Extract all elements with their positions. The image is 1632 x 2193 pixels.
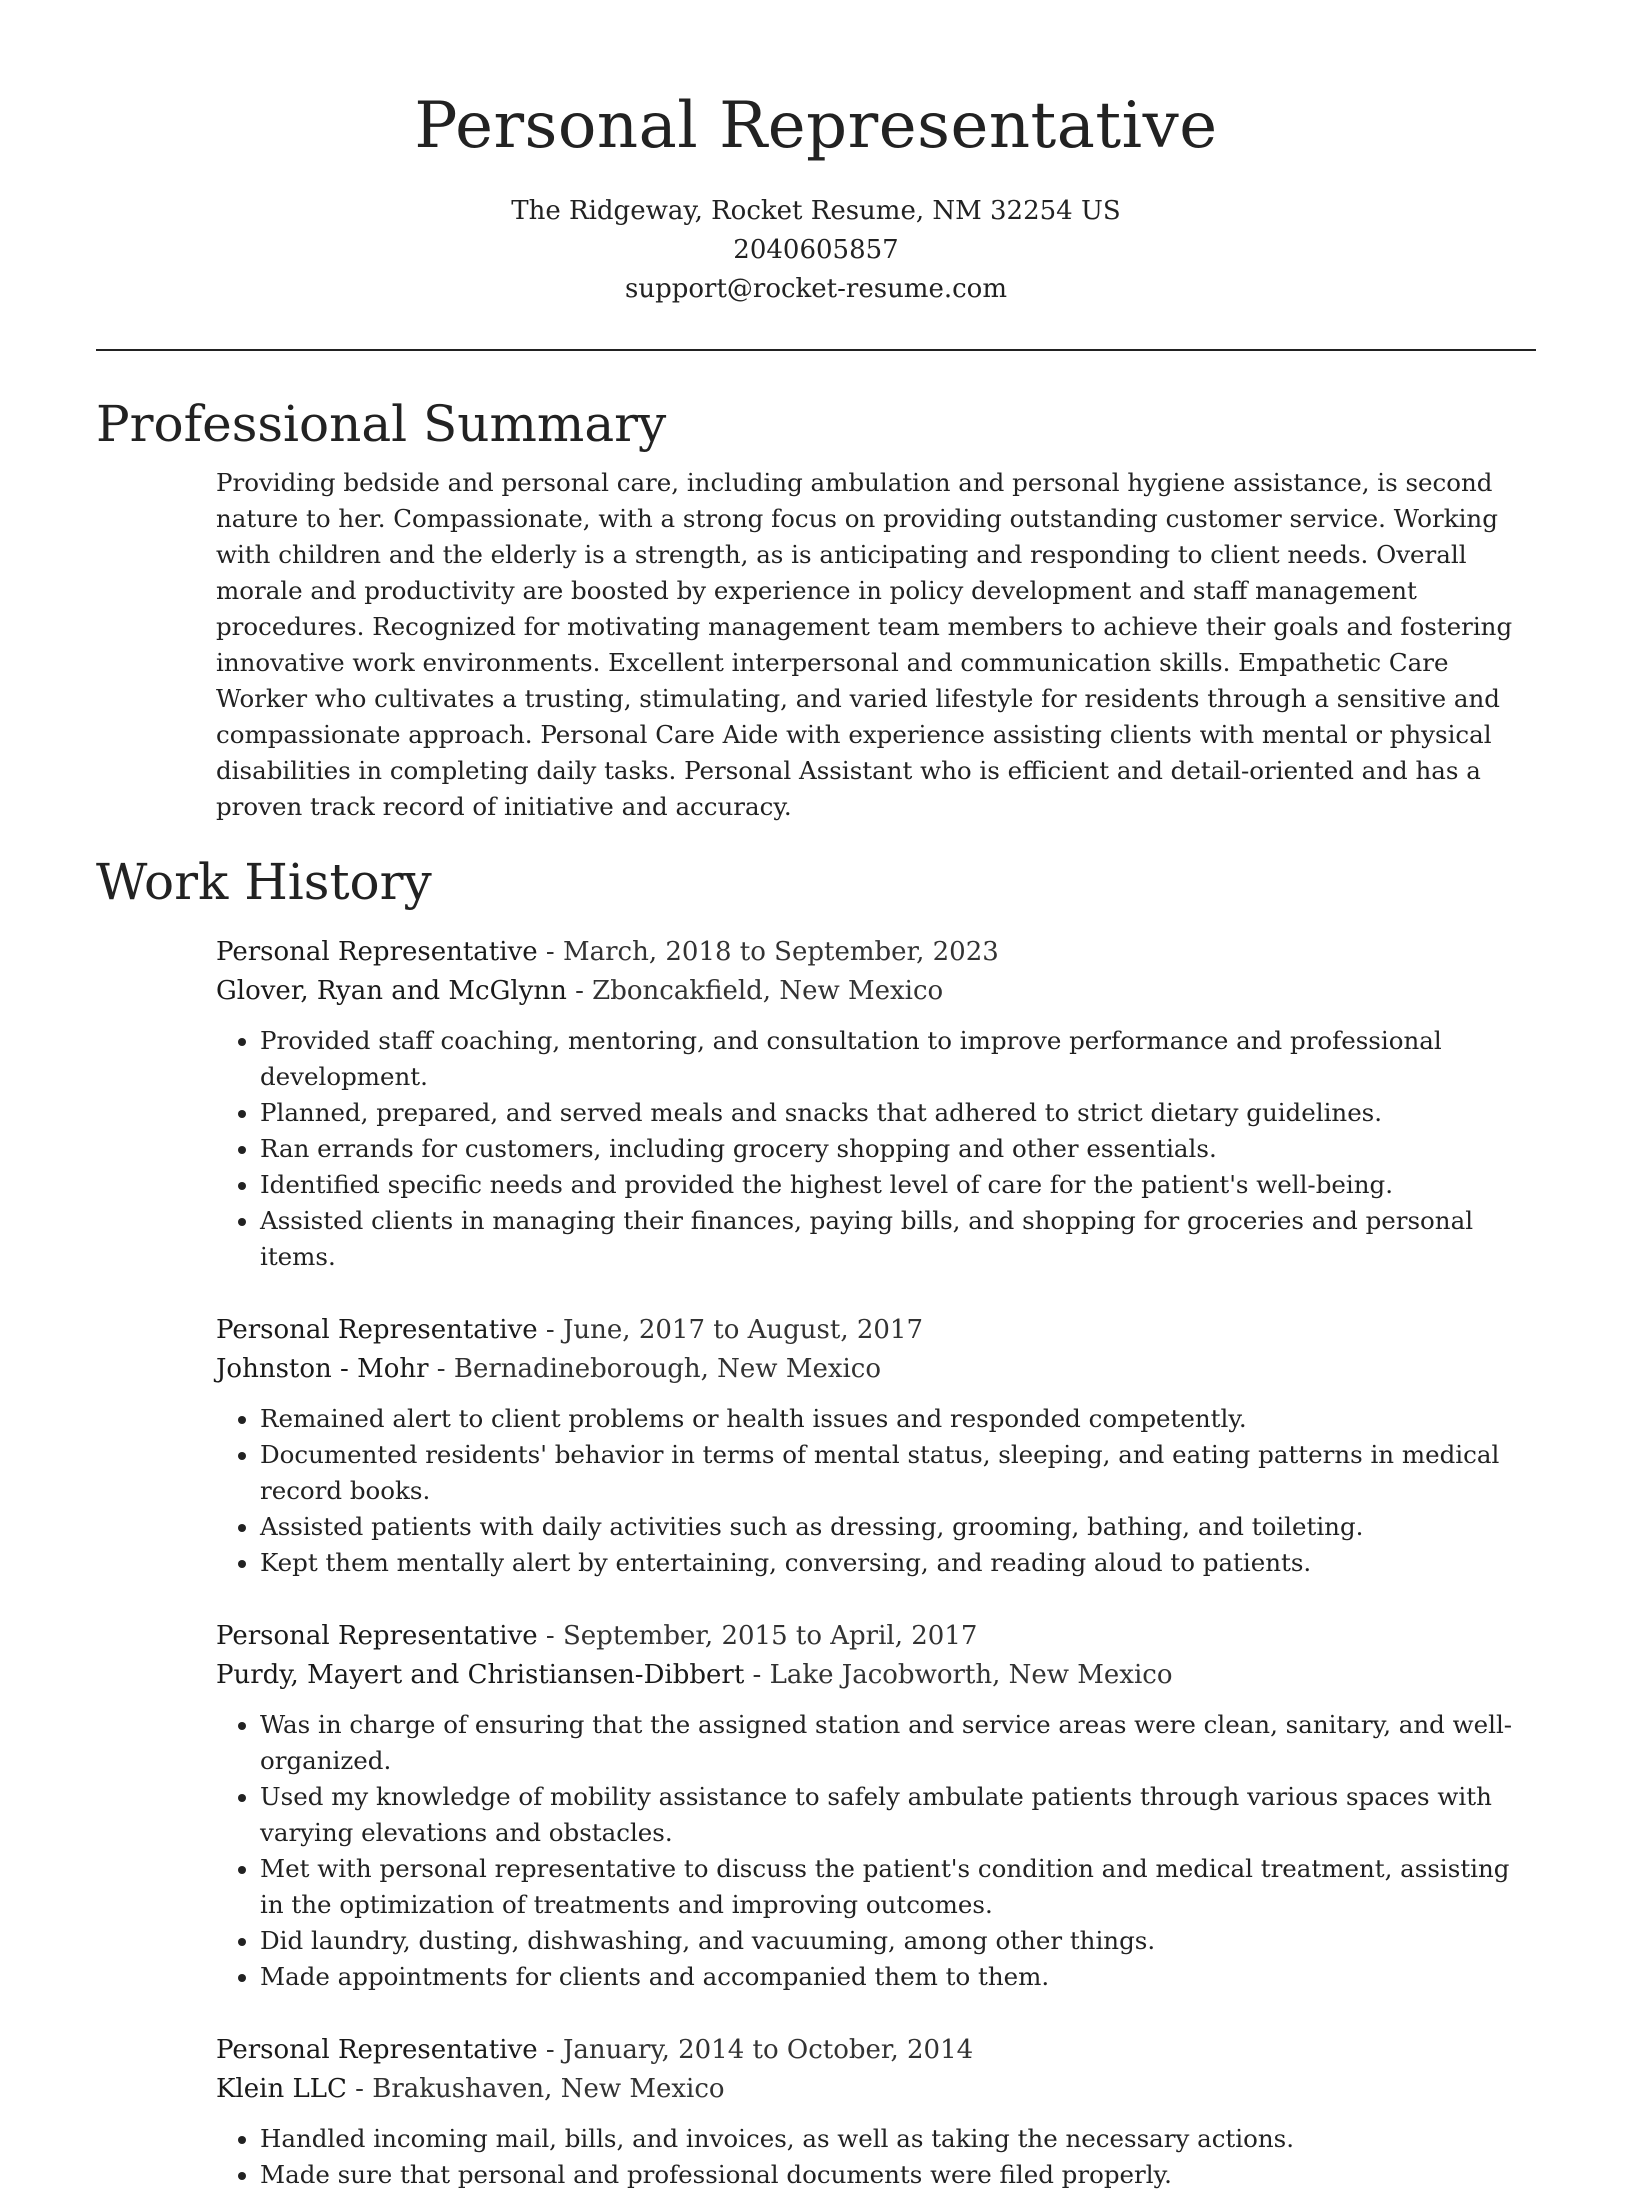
summary-text: Providing bedside and personal care, including ambulation and personal hygiene assistance, is second nature to her. Compassionate, with a strong focus on providing outstanding customer service. Working with children and the elderly is a strength, as is anticipating and responding to client needs. Overall morale and productivity are boosted by experience in policy development and staff management procedures. Recognized for motivating management team members to achieve their goals and fostering innovative work environments. Excellent interpersonal and communication skills. Empathetic Care Worker who cultivates a trusting, stimulating, and varied lifestyle for residents through a sensitive and compassionate approach. Personal Care Aide with experience assisting clients with mental or physical disabilities in completing daily tasks. Personal Assistant who is efficient and detail-oriented and has a proven track record of initiative and accuracy. <box>216 468 1513 821</box>
job-entry <box>216 2031 1536 2193</box>
job-separator: - <box>744 1660 770 1690</box>
contact-phone: 2040605857 <box>733 235 899 265</box>
job-role: Personal Representative <box>216 1315 538 1345</box>
contact-block <box>96 192 1536 309</box>
job-company: Klein LLC <box>216 2074 347 2104</box>
job-separator: - <box>566 976 593 1006</box>
job-duties-list <box>216 1707 1536 1995</box>
job-duties-list <box>216 1401 1536 1581</box>
job-location: Bernadineborough, New Mexico <box>453 1354 882 1384</box>
job-role: Personal Representative <box>216 1621 538 1651</box>
job-company-line <box>216 1656 1536 1695</box>
job-duty: • Handled incoming mail, bills, and invoices, as well as taking the necessary actions. <box>260 2121 1536 2157</box>
job-duty: • Did laundry, dusting, dishwashing, and vacuuming, among other things. <box>260 1923 1536 1959</box>
job-separator: - <box>428 1354 454 1384</box>
job-company-line <box>216 972 1536 1011</box>
job-duty: • Ran errands for customers, including grocery shopping and other essentials. <box>260 1131 1536 1167</box>
job-company: Johnston - Mohr <box>216 1354 429 1384</box>
work-history-heading: Work History <box>96 853 432 911</box>
job-dates: March, 2018 to September, 2023 <box>562 937 999 967</box>
job-duties-list <box>216 1023 1536 1275</box>
job-duty: • Planned, prepared, and served meals and snacks that adhered to strict dietary guidelines. <box>260 1095 1536 1131</box>
job-dates: January, 2014 to October, 2014 <box>562 2035 974 2065</box>
job-duty: • Kept them mentally alert by entertaining, conversing, and reading aloud to patients. <box>260 1545 1536 1581</box>
job-separator: - <box>537 1315 563 1345</box>
job-location: Zboncakfield, New Mexico <box>592 976 944 1006</box>
job-role: Personal Representative <box>216 937 538 967</box>
job-separator: - <box>537 937 563 967</box>
job-duty: • Identified specific needs and provided the highest level of care for the patient's well-being. <box>260 1167 1536 1203</box>
contact-address: The Ridgeway, Rocket Resume, NM 32254 US <box>511 196 1121 226</box>
job-duty: • Made appointments for clients and accompanied them to them. <box>260 1959 1536 1995</box>
job-separator: - <box>537 2035 563 2065</box>
job-title-line <box>216 2031 1536 2070</box>
summary-section <box>216 465 1536 825</box>
job-company-line <box>216 2070 1536 2109</box>
job-duty: • Met with personal representative to discuss the patient's condition and medical treatment, assisting in the optimization of treatments and improving outcomes. <box>260 1851 1536 1923</box>
job-duty: • Remained alert to client problems or health issues and responded competently. <box>260 1401 1536 1437</box>
contact-email: support@rocket-resume.com <box>624 274 1007 304</box>
job-company: Glover, Ryan and McGlynn <box>216 976 567 1006</box>
job-duty: • Made sure that personal and professional documents were filed properly. <box>260 2157 1536 2193</box>
job-title-line <box>216 1617 1536 1656</box>
resume-header <box>96 0 1536 309</box>
job-dates: June, 2017 to August, 2017 <box>562 1315 924 1345</box>
job-title-line <box>216 933 1536 972</box>
job-dates: September, 2015 to April, 2017 <box>562 1621 978 1651</box>
job-role: Personal Representative <box>216 2035 538 2065</box>
summary-heading: Professional Summary <box>96 395 667 453</box>
job-duty: • Documented residents' behavior in terms of mental status, sleeping, and eating patterns in medical record books. <box>260 1437 1536 1509</box>
job-location: Lake Jacobworth, New Mexico <box>769 1660 1173 1690</box>
job-location: Brakushaven, New Mexico <box>372 2074 725 2104</box>
job-separator: - <box>537 1621 563 1651</box>
job-title-line <box>216 1311 1536 1350</box>
job-entry <box>216 933 1536 1275</box>
job-duty: • Provided staff coaching, mentoring, and consultation to improve performance and professional development. <box>260 1023 1536 1095</box>
job-separator: - <box>346 2074 373 2104</box>
resume-page <box>96 0 1536 2193</box>
job-duty: • Was in charge of ensuring that the assigned station and service areas were clean, sanitary, and well-organized. <box>260 1707 1536 1779</box>
job-duty: • Used my knowledge of mobility assistance to safely ambulate patients through various spaces with varying elevations and obstacles. <box>260 1779 1536 1851</box>
job-duty: • Assisted clients in managing their finances, paying bills, and shopping for groceries and personal items. <box>260 1203 1536 1275</box>
job-duty: • Assisted patients with daily activities such as dressing, grooming, bathing, and toileting. <box>260 1509 1536 1545</box>
job-entry <box>216 1311 1536 1581</box>
work-history-section <box>216 933 1536 2193</box>
job-company: Purdy, Mayert and Christiansen-Dibbert <box>216 1660 745 1690</box>
job-duties-list <box>216 2121 1536 2193</box>
job-entry <box>216 1617 1536 1995</box>
candidate-name: Personal Representative <box>414 89 1218 163</box>
job-company-line <box>216 1350 1536 1389</box>
header-divider <box>96 349 1536 351</box>
